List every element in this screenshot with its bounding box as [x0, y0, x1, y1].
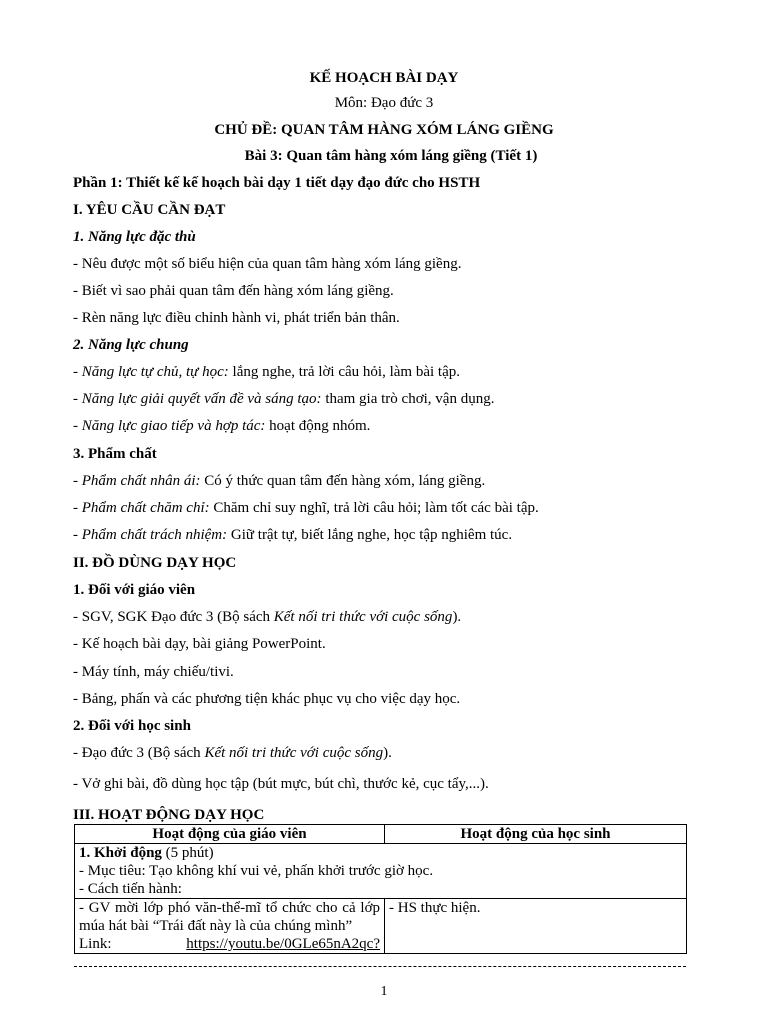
item-label: Phẩm chất trách nhiệm: — [81, 527, 228, 543]
item-label: Năng lực tự chủ, tự học: — [81, 364, 229, 380]
student-item — [73, 744, 392, 762]
table-row — [75, 899, 687, 954]
item-label: Phẩm chất chăm chỉ: — [81, 500, 210, 516]
dash: - — [73, 364, 82, 380]
item-label: Năng lực giải quyết vấn đề và sáng tạo: — [81, 391, 322, 407]
warmup-method: - Cách tiến hành: — [79, 881, 182, 897]
teacher-activity-cell — [75, 899, 385, 954]
table-row — [75, 844, 687, 899]
item-text: tham gia trò chơi, vận dụng. — [321, 391, 495, 407]
part1-heading: Phần 1: Thiết kế kế hoạch bài dạy 1 tiết dạy đạo đức cho HSTH — [73, 175, 481, 191]
item-text: Giữ trật tự, biết lắng nghe, học tập nghiêm túc. — [227, 527, 513, 543]
sub2-heading: 2. Năng lực chung — [73, 337, 189, 353]
teacher-item: - Kế hoạch bài dạy, bài giảng PowerPoint. — [73, 636, 326, 652]
student-heading: 2. Đối với học sinh — [73, 718, 191, 734]
lesson-line: Bài 3: Quan tâm hàng xóm láng giềng (Tiết 1) — [244, 148, 538, 164]
sub1-item: - Nêu được một số biểu hiện của quan tâm hàng xóm láng giềng. — [73, 256, 462, 272]
table-header-row — [75, 825, 687, 844]
item-text: Có ý thức quan tâm đến hàng xóm, láng giềng. — [200, 473, 486, 489]
sub1-item: - Rèn năng lực điều chỉnh hành vi, phát triển bản thân. — [73, 310, 400, 326]
book-series: Kết nối tri thức với cuộc sống — [273, 609, 453, 625]
document-title: KẾ HOẠCH BÀI DẠY — [309, 70, 459, 86]
video-link[interactable]: https://youtu.be/0GLe65nA2qc? — [186, 936, 380, 952]
dash: - — [73, 527, 82, 543]
student-activity-cell: - HS thực hiện. — [385, 899, 687, 954]
item-label: Phẩm chất nhân ái: — [81, 473, 201, 489]
sub3-item — [73, 499, 539, 517]
item-text: - Đạo đức 3 (Bộ sách — [73, 745, 205, 761]
sub2-item — [73, 390, 494, 408]
dash: - — [73, 500, 82, 516]
teacher-item: - Bảng, phấn và các phương tiện khác phục vụ cho việc dạy học. — [73, 691, 461, 707]
section3-heading: III. HOẠT ĐỘNG DẠY HỌC — [73, 807, 265, 823]
sub2-item — [73, 417, 370, 435]
book-series: Kết nối tri thức với cuộc sống — [204, 745, 384, 761]
item-text: Chăm chỉ suy nghĩ, trả lời câu hỏi; làm tốt các bài tập. — [209, 500, 539, 516]
col-teacher-header: Hoạt động của giáo viên — [75, 825, 385, 844]
topic-line: CHỦ ĐỀ: QUAN TÂM HÀNG XÓM LÁNG GIỀNG — [214, 122, 554, 138]
warmup-title-line — [79, 844, 682, 862]
item-text: - SGV, SGK Đạo đức 3 (Bộ sách — [73, 609, 274, 625]
sub3-item — [73, 526, 512, 544]
teacher-item: - Máy tính, máy chiếu/tivi. — [73, 664, 234, 680]
link-row — [79, 935, 380, 953]
item-text: lắng nghe, trả lời câu hỏi, làm bài tập. — [228, 364, 460, 380]
warmup-goal: - Mục tiêu: Tạo không khí vui vẻ, phấn khởi trước giờ học. — [79, 863, 434, 879]
dash: - — [73, 391, 82, 407]
link-label: Link: — [79, 936, 112, 952]
item-text: ). — [383, 745, 392, 761]
warmup-title: 1. Khởi động — [79, 845, 162, 861]
sub1-heading: 1. Năng lực đặc thù — [73, 229, 196, 245]
sub3-heading: 3. Phẩm chất — [73, 446, 157, 462]
item-text: ). — [452, 609, 462, 625]
sub1-item: - Biết vì sao phải quan tâm đến hàng xóm láng giềng. — [73, 283, 394, 299]
warmup-time: (5 phút) — [161, 845, 214, 861]
warmup-cell — [75, 844, 687, 899]
page-break-line — [74, 966, 686, 967]
dash: - — [73, 473, 82, 489]
col-student-header: Hoạt động của học sinh — [385, 825, 687, 844]
activity-table — [74, 824, 687, 954]
teacher-item — [73, 608, 461, 626]
student-item: - Vở ghi bài, đồ dùng học tập (bút mực, bút chì, thước kẻ, cục tẩy,...). — [73, 776, 489, 792]
teacher-heading: 1. Đối với giáo viên — [73, 582, 196, 598]
page-number: 1 — [380, 984, 388, 999]
item-label: Năng lực giao tiếp và hợp tác: — [81, 418, 266, 434]
sub3-item — [73, 472, 485, 490]
section1-heading: I. YÊU CẦU CẦN ĐẠT — [73, 202, 226, 218]
teacher-activity-text: - GV mời lớp phó văn-thể-mĩ tổ chức cho cả lớp múa hát bài “Trái đất này là của chúng mình” — [79, 900, 380, 934]
section2-heading: II. ĐỒ DÙNG DẠY HỌC — [73, 555, 237, 571]
dash: - — [73, 418, 82, 434]
subject-line: Môn: Đạo đức 3 — [334, 95, 434, 111]
item-text: hoạt động nhóm. — [265, 418, 371, 434]
sub2-item — [73, 363, 460, 381]
